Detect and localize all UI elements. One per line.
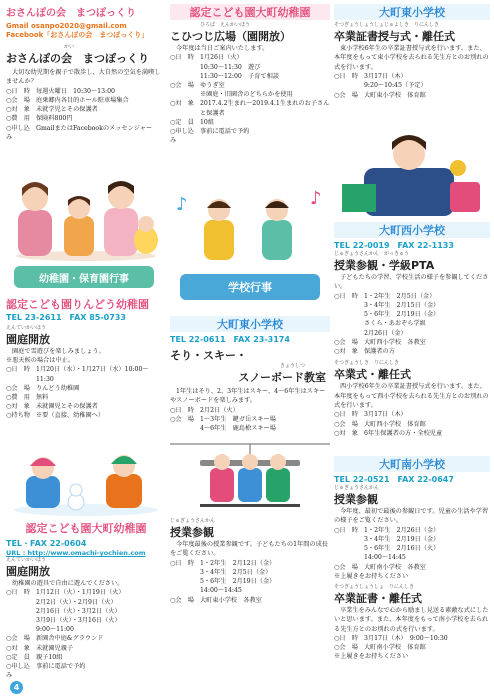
detail-label: ○費 用: [6, 394, 30, 402]
higashi-heading: 大町東小学校: [170, 316, 330, 332]
detail-value: ゆうぎ室: [200, 82, 225, 90]
rindou-title: 園庭開放: [6, 333, 50, 346]
club-title: おさんぽの会 まつぽっくり: [6, 52, 149, 65]
detail-value: 新園舎中庭&グラウンド: [36, 635, 104, 643]
south-intro-2: 卒業生をみんなで心から励まし見送る素敵な式にしたいと思います。また、本年度をもって南小学校を去られる先生方とのお別れの式を行います。: [334, 606, 489, 633]
detail-row: [6, 124, 166, 142]
detail-row: [334, 347, 490, 356]
club-heading: おさんぽの会 まつぽっくり: [6, 8, 136, 19]
detail-label: [334, 319, 364, 328]
detail-label: [334, 553, 364, 562]
detail-label: [334, 535, 364, 544]
kindergarten-section: [170, 4, 330, 145]
south-section: [334, 456, 490, 661]
banner-kindergarten-events: [14, 266, 154, 288]
family-illustration: [6, 170, 166, 262]
detail-row: [6, 598, 166, 607]
south-details-2: [334, 634, 490, 652]
rindou-tel: TEL 23-2611 FAX 85-0733: [6, 313, 126, 322]
detail-label: [170, 424, 200, 433]
detail-value: 9:00～11:00: [36, 626, 74, 634]
detail-row: [334, 310, 490, 319]
omachi-tel: TEL・FAX 22-0604: [6, 539, 87, 548]
east-ruby: そつぎょうしょうしょじゅよしき りにんしき: [334, 22, 440, 28]
detail-row: [170, 90, 330, 99]
south-ruby-2: そつぎょうしょうしょ りにんしき: [334, 583, 415, 590]
snow-kids-illustration: [6, 448, 166, 516]
detail-row: [170, 568, 330, 577]
west-intro: 子どもたちの学習、学校生活の様子を参観してください。: [334, 274, 489, 291]
sankan-details: [170, 559, 330, 605]
detail-value: 14:00～14:45: [364, 554, 406, 562]
detail-label: ○会 場: [6, 635, 30, 643]
detail-row: [170, 577, 330, 586]
detail-value: 9:20～10:45（予定）: [364, 82, 427, 90]
detail-row: [334, 72, 490, 81]
club-ruby: かい: [64, 44, 75, 50]
detail-value: 毎週火曜日 10:30～13:00: [36, 87, 115, 95]
detail-value: 3月17日（木） 9:00～10:30: [364, 635, 448, 643]
detail-value: 2017.4.2生まれ～2019.4.1生まれのお子さんと保護者: [200, 100, 330, 117]
omachi-details: [6, 588, 166, 680]
detail-label: [170, 90, 200, 99]
detail-label: [170, 72, 200, 81]
kindergarten-ruby: ひろば えんかいほう: [200, 22, 251, 28]
west-section: [334, 222, 490, 438]
south-tel: TEL 22-0521 FAX 22-0647: [334, 475, 454, 484]
page-number: 4: [10, 681, 23, 694]
detail-value: 大町西小学校 各教室: [364, 338, 426, 346]
south-ruby: じゅぎょうさんかん: [334, 485, 380, 491]
detail-row: [6, 393, 166, 402]
detail-label: ○会 場: [170, 596, 194, 604]
south-intro: 今年度、最初で最後の参観日です。児童の生活や学習の様子をご覧ください。: [334, 508, 489, 525]
detail-value: 事前に電話で予約: [200, 128, 250, 136]
south-title-2: 卒業証書・離任式: [334, 591, 422, 605]
detail-row: [170, 63, 330, 72]
detail-row: [334, 634, 490, 643]
detail-label: ○定 員: [6, 653, 30, 661]
detail-row: [6, 644, 166, 653]
detail-label: ○申し込み: [6, 124, 30, 141]
detail-label: ○日 時: [6, 589, 30, 597]
svg-text:♪: ♪: [176, 194, 188, 215]
detail-value: ※園庭・旧園舎のどちらかを使用: [200, 91, 293, 99]
omachi-title: 園庭開放: [6, 565, 50, 578]
detail-row: [6, 384, 166, 393]
detail-row: [334, 329, 490, 338]
detail-value: 10組: [200, 118, 215, 126]
detail-label: ○対 象: [6, 644, 30, 652]
east-heading: 大町東小学校: [334, 4, 490, 20]
detail-value: 1月20日（水）・1月27日（水）10:00～11:30: [36, 366, 149, 383]
detail-value: 事前に電話で予約: [36, 663, 86, 671]
detail-row: [6, 607, 166, 616]
detail-value: 1月12日（火）・1月19日（火）: [36, 589, 125, 597]
club-intro: 大切な幼児期を親子で散歩し、大自然の空気を満喫しませんか？: [6, 69, 161, 86]
west-title-2: 卒業式・離任式: [334, 368, 411, 382]
detail-row: [170, 596, 330, 605]
omachi-url[interactable]: URL : http://www.omachi-yochien.com: [6, 549, 146, 557]
detail-value: 大町南小学校 各教室: [364, 563, 426, 571]
banner-school-label: 学校行事: [228, 281, 272, 294]
west-details: [334, 292, 490, 356]
detail-label: [334, 310, 364, 319]
detail-label: ○会 場: [334, 338, 358, 346]
club-facebook[interactable]: Facebook「おさんぽの会 まつぽっくり」: [6, 31, 149, 39]
east-title: 卒業証書授与式・離任式: [334, 30, 455, 43]
svg-text:♪: ♪: [310, 188, 322, 209]
detail-value: 10:30～11:30 遊び: [200, 63, 261, 71]
south-note-2: ※上履きをお持ちください: [334, 653, 409, 661]
detail-label: ○対 象: [334, 348, 358, 356]
detail-row: [6, 411, 166, 420]
detail-label: ○会 場: [334, 91, 358, 99]
detail-label: ○対 象: [6, 403, 30, 411]
detail-value: 1・2年生 2月5日（金）: [364, 292, 436, 300]
omachi-ruby: えんていかいほう: [6, 557, 47, 563]
detail-row: [6, 653, 166, 662]
detail-row: [334, 553, 490, 562]
detail-row: [6, 402, 166, 411]
detail-label: ○申し込み: [6, 663, 30, 680]
omachi-heading: 認定こども園大町幼稚園: [25, 522, 147, 535]
detail-row: [170, 424, 330, 433]
detail-value: 3・4年生 2月15日（金）: [364, 302, 440, 310]
detail-row: [334, 91, 490, 100]
graduate-illustration: [334, 128, 490, 218]
higashi-ruby: きょうしつ: [280, 363, 306, 369]
detail-value: 1・2年生 2月26日（金）: [364, 526, 440, 534]
detail-row: [6, 96, 166, 105]
detail-row: [170, 559, 330, 568]
club-gmail[interactable]: Gmail osanpo2020@gmail.com: [6, 22, 127, 30]
detail-label: [6, 607, 36, 616]
south-heading: 大町南小学校: [334, 456, 490, 472]
detail-label: [334, 329, 364, 338]
detail-value: 1～3年生 鍵ガ岳スキー場: [200, 416, 276, 424]
detail-value: 大町東小学校 各教室: [200, 596, 262, 604]
detail-label: ○日 時: [170, 406, 194, 414]
detail-value: GmailまたはFacebookのメッセンジャー: [36, 124, 153, 132]
rindou-ruby: えんていかいほう: [6, 325, 47, 331]
detail-label: ○日 時: [334, 292, 358, 300]
detail-row: [6, 87, 166, 96]
detail-value: ※要（直接、幼稚園へ）: [36, 412, 105, 420]
detail-value: 大町南小学校 体育館: [364, 644, 426, 652]
sankan-title: 授業参観: [170, 526, 214, 539]
detail-row: [170, 586, 330, 595]
detail-value: 2月16日（火）・3月2日（火）: [36, 607, 121, 615]
detail-row: [334, 410, 490, 419]
rindou-intro: 園庭で雪遊びを楽しみましょう。: [12, 348, 105, 355]
detail-label: ○日 時: [6, 366, 30, 374]
detail-row: [170, 81, 330, 90]
detail-label: ○対 象: [170, 100, 194, 108]
club-details: [6, 87, 166, 142]
detail-label: [6, 616, 36, 625]
detail-value: さくら・あおぞら学級: [364, 320, 426, 328]
kindergarten-details: [170, 53, 330, 145]
detail-value: 親子10組: [36, 653, 63, 661]
detail-value: 大町西小学校 体育館: [364, 420, 426, 428]
detail-label: ○対 象: [334, 429, 358, 437]
detail-row: [170, 72, 330, 81]
detail-value: 大町東小学校 体育館: [364, 91, 426, 99]
detail-label: [170, 586, 200, 595]
column-left: [6, 0, 166, 700]
detail-label: [6, 625, 36, 634]
detail-value: 3月17日（木）: [364, 73, 407, 81]
higashi-sankan-section: [170, 518, 330, 605]
detail-value: 4～6年生 鹿島槍スキー場: [200, 425, 276, 433]
omachi-section: [6, 520, 166, 680]
detail-row: [170, 415, 330, 424]
south-title: 授業参観: [334, 493, 378, 506]
detail-row: [170, 99, 330, 117]
higashi-title-2: スノーボード教室: [238, 371, 326, 384]
detail-label: ○日 時: [334, 73, 358, 81]
detail-value: 6年生保護者の方・全校児童: [364, 429, 443, 437]
detail-label: ○持ち物: [6, 412, 30, 420]
detail-label: [170, 63, 200, 72]
kindergarten-intro: 今年度は当日ご案内いたします。: [176, 45, 269, 52]
detail-label: [334, 81, 364, 90]
rindou-heading: 認定こども園りんどう幼稚園: [6, 298, 149, 311]
detail-row: [334, 563, 490, 572]
detail-value: 3・4年生 2月5日（金）: [200, 569, 272, 577]
detail-row: [170, 118, 330, 127]
detail-value: 保護者の方: [364, 348, 395, 356]
detail-value: 未就園児とその保護者: [36, 403, 98, 411]
detail-value: 1・2年生 2月12日（金）: [200, 559, 276, 567]
detail-value: 5・6年生 2月19日（金）: [200, 578, 276, 586]
banner-kindergarten-label: 幼稚園・保育園行事: [39, 273, 129, 285]
west-ruby-2: そつぎょうしき りにんしき: [334, 360, 400, 367]
omachi-intro: 幼稚園の遊具で自由に遊んでください。: [12, 580, 124, 587]
detail-value: 未就学児とその保護者: [36, 106, 98, 114]
detail-label: [170, 577, 200, 586]
higashi-ski-section: [170, 316, 330, 433]
detail-row: [334, 319, 490, 328]
west-ruby: じゅぎょうさんかん がっきゅう: [334, 251, 410, 257]
detail-label: ○会 場: [170, 416, 194, 424]
detail-row: [6, 634, 166, 643]
detail-row: [170, 53, 330, 62]
detail-row: [334, 429, 490, 438]
rindou-details: [6, 365, 166, 420]
rindou-section: [6, 296, 166, 421]
kindergarten-title: こひつじ広場（園開放）: [170, 30, 291, 43]
detail-value: 2月2日（火）・2月9日（火）: [36, 598, 117, 606]
kindergarten-heading: 認定こども園大町幼稚園: [170, 4, 330, 20]
east-graduation-section: [334, 4, 490, 100]
east-intro: 東小学校6年生の卒業証書授与式を行います。また、本年度をもって東小学校を去られる先生方とのお別れの式を行います。: [334, 45, 489, 71]
detail-label: ○会 場: [334, 563, 358, 571]
detail-value: 11:30～12:00 子育て相談: [200, 72, 279, 80]
west-intro-2: 西小学校6年生の卒業証書授与式を行います。また、本年度をもって西小学校を去られる先生方とのお別れの式を行います。: [334, 383, 489, 410]
detail-label: ○日 時: [334, 635, 358, 643]
music-kids-illustration: [170, 180, 330, 270]
rindou-note: ※悪天候の場合は中止。: [6, 357, 75, 365]
detail-row: [334, 81, 490, 90]
detail-value: 保険料800円: [36, 115, 73, 123]
higashi-title-1: そり・スキー・: [170, 349, 247, 362]
detail-row: [334, 526, 490, 535]
ski-lift-illustration: [170, 440, 330, 514]
detail-label: ○会 場: [334, 420, 358, 428]
detail-value: 庭乗郷内各目的ホール駐車場集合: [36, 97, 129, 105]
detail-label: ○会 場: [6, 97, 30, 105]
higashi-intro: 1年生はそり、2、3年生はスキー、4～6年生はスキーやスノーボードを楽しみます。: [170, 388, 326, 405]
sankan-intro: 今年度最後の授業参観です。子どもたちの1年間の成長をご覧ください。: [170, 541, 328, 558]
detail-value: 未就園児親子: [36, 644, 74, 652]
detail-row: [6, 662, 166, 680]
higashi-details: [170, 406, 330, 434]
detail-label: ○申し込み: [170, 128, 194, 145]
detail-value: 1月26日（火）: [200, 54, 243, 62]
detail-label: [334, 301, 364, 310]
column-middle: [170, 0, 330, 700]
detail-row: [6, 365, 166, 383]
detail-label: ○日 時: [334, 411, 358, 419]
detail-row: [170, 406, 330, 415]
detail-row: [6, 616, 166, 625]
detail-label: ○会 場: [334, 644, 358, 652]
detail-row: [334, 420, 490, 429]
detail-label: ○日 時: [170, 54, 194, 62]
detail-label: ○会 場: [170, 82, 194, 90]
east-details: [334, 72, 490, 100]
detail-row: [6, 114, 166, 123]
south-note: ※上履きをお持ちください: [334, 572, 409, 580]
club-section: [6, 4, 166, 142]
detail-row: [334, 338, 490, 347]
west-details-2: [334, 410, 490, 438]
west-heading: 大町西小学校: [334, 222, 490, 238]
west-title: 授業参観・学級PTA: [334, 259, 435, 272]
detail-value: 14:00～14:45: [200, 587, 242, 595]
detail-row: [170, 127, 330, 145]
detail-row: [334, 643, 490, 652]
detail-label: ○費 用: [6, 115, 30, 123]
detail-value: 3月17日（木）: [364, 411, 407, 419]
detail-row: [6, 588, 166, 597]
detail-row: [334, 292, 490, 301]
detail-row: [334, 535, 490, 544]
detail-row: [6, 625, 166, 634]
higashi-tel: TEL 22-0611 FAX 23-3174: [170, 335, 290, 344]
detail-value: 5・6年生 2月19日（金）: [364, 311, 440, 319]
detail-label: ○日 時: [334, 526, 358, 534]
detail-label: ○日 時: [6, 87, 30, 95]
west-tel: TEL 22-0019 FAX 22-1133: [334, 241, 454, 250]
detail-label: [170, 568, 200, 577]
detail-label: [334, 544, 364, 553]
detail-value: 2月26日（金）: [364, 329, 407, 337]
detail-value: 5・6年生 2月16日（火）: [364, 545, 440, 553]
detail-label: ○日 時: [170, 559, 194, 567]
detail-label: ○定 員: [170, 118, 194, 126]
detail-value: 3・4年生 2月19日（金）: [364, 536, 440, 544]
column-right: [334, 0, 490, 700]
detail-value: 無料: [36, 394, 49, 402]
detail-value: 3月9日（火）・3月16日（火）: [36, 617, 121, 625]
south-details: [334, 526, 490, 572]
sankan-ruby: じゅぎょうさんかん: [170, 518, 216, 524]
detail-row: [334, 301, 490, 310]
detail-label: ○会 場: [6, 384, 30, 392]
detail-label: ○対 象: [6, 106, 30, 114]
detail-row: [6, 105, 166, 114]
banner-school-events: [180, 274, 320, 300]
detail-value: 2月2日（火）: [200, 406, 239, 414]
detail-row: [334, 544, 490, 553]
detail-label: [6, 598, 36, 607]
detail-value: りんどう幼稚園: [36, 384, 80, 392]
